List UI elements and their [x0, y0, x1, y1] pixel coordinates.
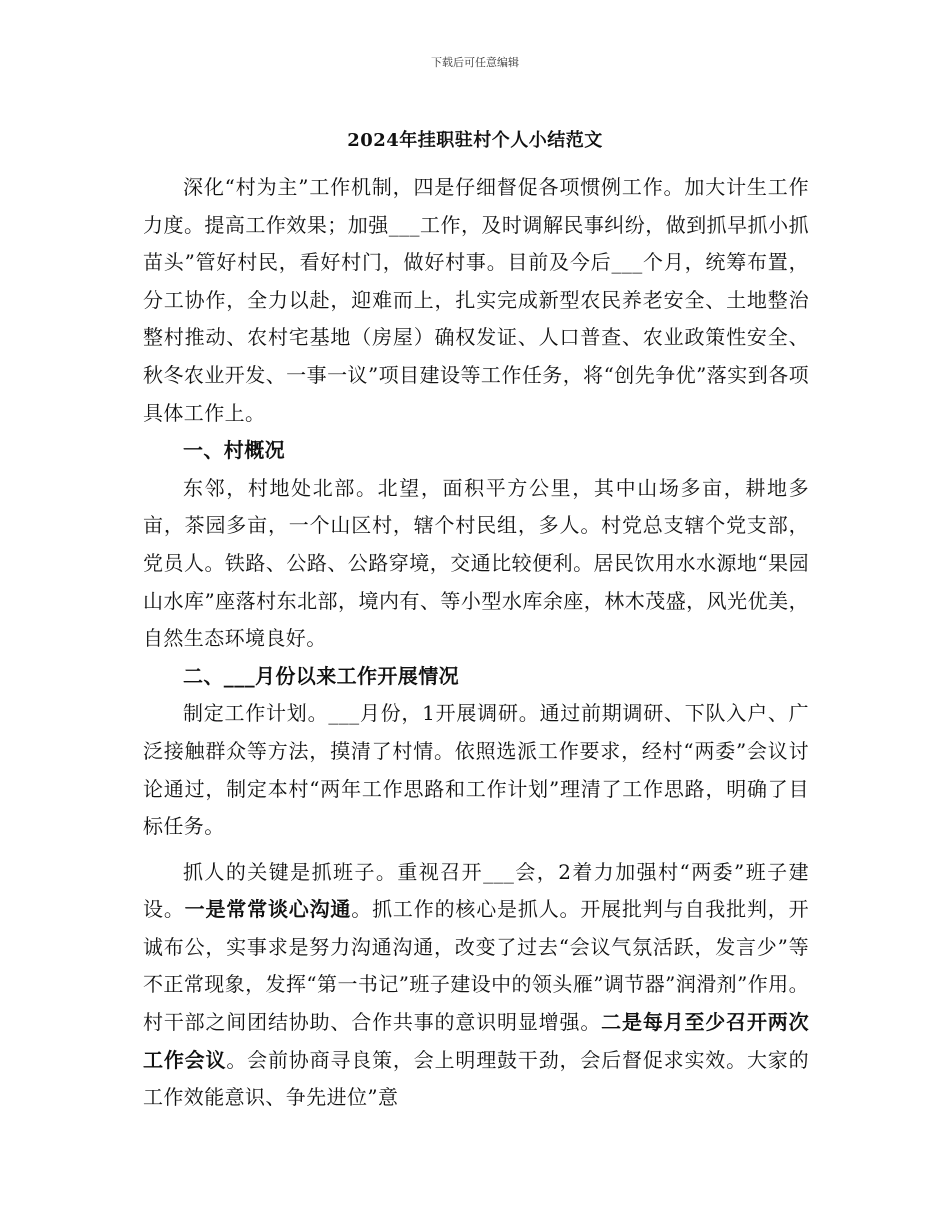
bold-phrase-monthly-meetings: 二是每月至少召开两次工作会议 — [143, 1010, 810, 1072]
village-overview-paragraph: 东邻，村地处北部。北望，面积平方公里，其中山场多亩，耕地多亩，茶园多亩，一个山区村，辖个村民组，多人。村党总支辖个党支部，党员人。铁路、公路、公路穿境，交通比较便利。居民饮用水水源地“果园山水库”座落村东北部，境内有、等小型水库余座，林木茂盛，风光优美，自然生态环境良好。 — [143, 475, 809, 651]
work-plan-paragraph: 制定工作计划。___月份，1开展调研。通过前期调研、下队入户、广泛接触群众等方法，摸清了村情。依照选派工作要求，经村“两委”会议讨论通过，制定本村“两年工作思路和工作计划”理清了工作思路，明确了目标任务。 — [143, 701, 809, 839]
document-title: 2024年挂职驻村个人小结范文 — [347, 130, 603, 151]
team-building-paragraph — [143, 854, 809, 1117]
document-body — [143, 169, 809, 1117]
header-note: 下载后可任意编辑 — [431, 56, 519, 69]
bold-phrase-heart-to-heart: 一是常常谈心沟通 — [184, 897, 352, 922]
team-building-text-1: 抓人的关键是抓班子。重视召开___会，2着力加强村“两委”班子建设。 — [143, 859, 809, 922]
team-building-text-3: 。会前协商寻良策，会上明理鼓干劲，会后督促求实效。大家的工作效能意识、争先进位”意 — [143, 1047, 809, 1110]
section-heading-work-progress: 二、___月份以来工作开展情况 — [183, 663, 459, 688]
team-building-text-2: 。抓工作的核心是抓人。开展批判与自我批判，开诚布公，实事求是努力沟通沟通，改变了过去“会议气氛活跃，发言少”等不正常现象，发挥“第一书记”班子建设中的领头雁”调节器”润滑剂”作用。村干部之间团结协助、合作共事的意识明显增强。 — [143, 897, 809, 1035]
section-heading-village-overview: 一、村概况 — [183, 438, 285, 463]
intro-paragraph: 深化“村为主”工作机制，四是仔细督促各项惯例工作。加大计生工作力度。提高工作效果；加强___工作，及时调解民事纠纷，做到抓早抓小抓苗头”管好村民，看好村门，做好村事。目前及今后___个月，统筹布置，分工协作，全力以赴，迎难而上，扎实完成新型农民养老安全、土地整治整村推动、农村宅基地（房屋）确权发证、人口普查、农业政策性安全、秋冬农业开发、一事一议”项目建设等工作任务，将“创先争优”落实到各项具体工作上。 — [143, 175, 809, 425]
